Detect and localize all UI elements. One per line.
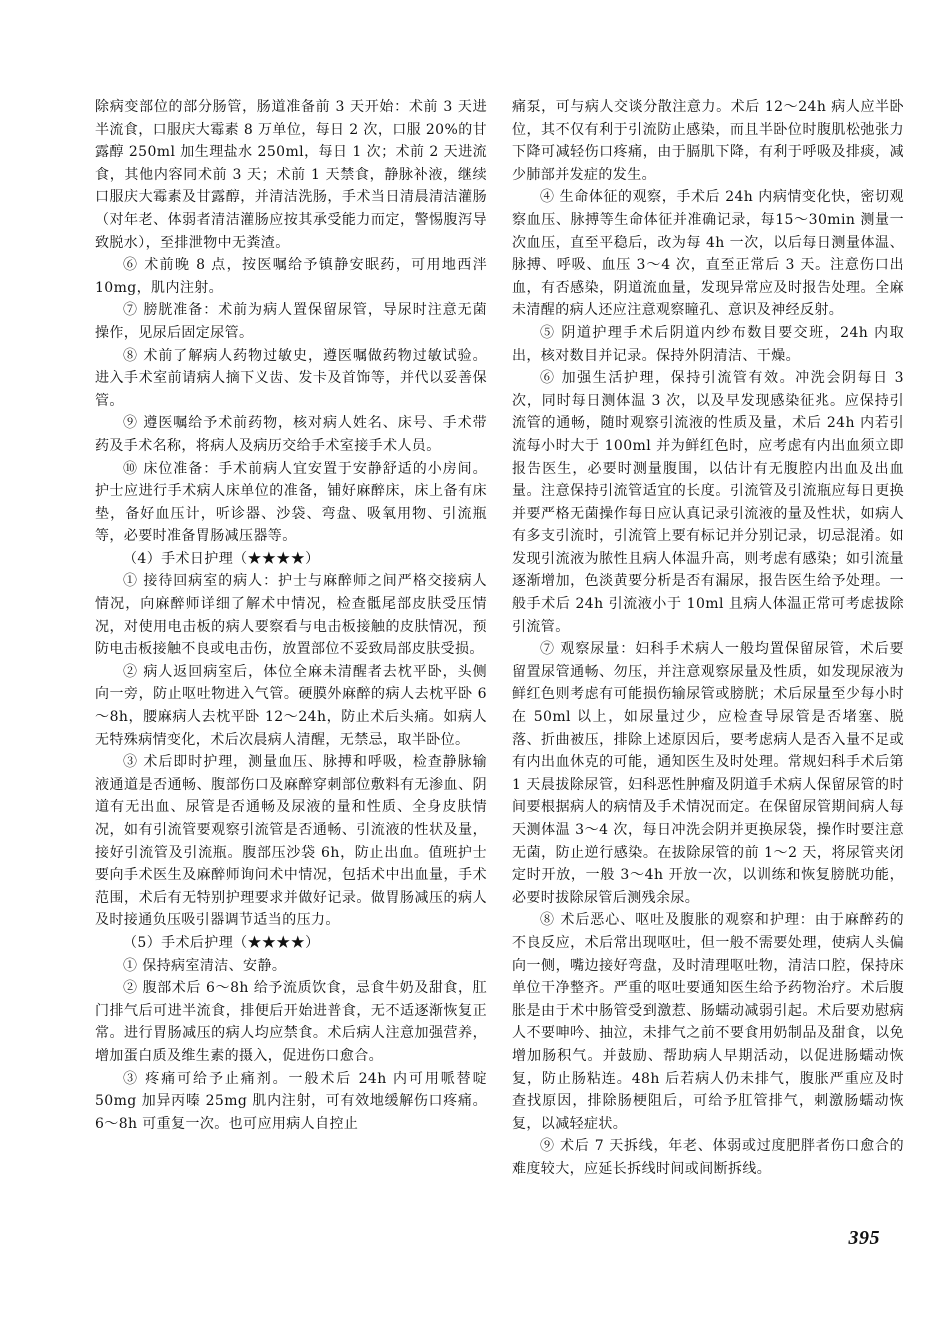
paragraph: ⑦ 膀胱准备：术前为病人置保留尿管，导尿时注意无菌操作，见尿后固定尿管。 — [95, 302, 487, 341]
paragraph: ② 腹部术后 6～8h 给予流质饮食，忌食牛奶及甜食，肛门排气后可进半流食，排便后开始进普食，无不适逐渐恢复正常。进行胃肠减压的病人均应禁食。术后病人注意加强营养，增加蛋白质及维生素的摄入，促进伤口愈合。 — [95, 980, 487, 1064]
paragraph: ③ 疼痛可给予止痛剂。一般术后 24h 内可用哌替啶 50mg 加异丙嗪 25mg 肌内注射，可有效地缓解伤口疼痛。6～8h 可重复一次。也可应用病人自控止 — [95, 1070, 487, 1132]
paragraph: ⑨ 术后 7 天拆线，年老、体弱或过度肥胖者伤口愈合的难度较大，应延长拆线时间或间断拆线。 — [512, 1138, 904, 1177]
paragraph: 痛泵，可与病人交谈分散注意力。术后 12～24h 病人应半卧位，其不仅有利于引流防止感染，而且半卧位时腹肌松弛张力下降可减轻伤口疼痛，由于膈肌下降，有利于呼吸及排痰，减少肺部并发症的发生。 — [512, 99, 904, 183]
paragraph: ⑤ 阴道护理手术后阴道内纱布数目要交班，24h 内取出，核对数目并记录。保持外阴清洁、干燥。 — [512, 324, 904, 364]
paragraph: ⑥ 术前晚 8 点，按医嘱给予镇静安眠药，可用地西泮 10mg，肌内注射。 — [95, 257, 487, 296]
paragraph: ⑧ 术后恶心、呕吐及腹胀的观察和护理：由于麻醉药的不良反应，术后常出现呕吐，但一般不需要处理，使病人头偏向一侧，嘴边接好弯盘，及时清理呕吐物，清洁口腔，保持床单位干净整齐。严重的呕吐要通知医生给予药物治疗。术后腹胀是由于术中肠管受到激惹、肠蠕动减弱引起。术后要劝慰病人不要呻吟、抽泣，未排气之前不要食用奶制品及甜食，以免增加肠积气。并鼓励、帮助病人早期活动，以促进肠蠕动恢复，防止肠粘连。48h 后若病人仍未排气，腹胀严重应及时查找原因，排除肠梗阻后，可给予肛管排气，刺激肠蠕动恢复，以减轻症状。 — [512, 912, 904, 1132]
paragraph: ⑥ 加强生活护理，保持引流管有效。冲洗会阴每日 3 次，同时每日测体温 3 次，以及早发现感染征兆。应保持引流管的通畅，随时观察引流液的性质及量，术后 24h 内若引流每小时大于 100ml 并为鲜红色时，应考虑有内出血须立即报告医生，必要时测量腹围，以估计有无腹腔内出血及出血量。注意保持引流管适宜的长度。引流管及引流瓶应每日更换并要严格无菌操作每日应认真记录引流液的量及性状，如病人有多支引流时，引流管上要有标记并分别记录，切忌混淆。如发现引流液为脓性且病人体温升高，则考虑有感染；如引流量逐渐增加，色淡黄要分析是否有漏尿，报告医生给予处理。一般手术后 24h 引流液小于 10ml 且病人体温正常可考虑拔除引流管。 — [512, 370, 904, 635]
paragraph: ⑦ 观察尿量：妇科手术病人一般均置保留尿管，术后要留置尿管通畅、勿压，并注意观察尿量及性质，如发现尿液为鲜红色则考虑有可能损伤输尿管或膀胱；术后尿量至少每小时在 50ml 以上，如尿量过少，应检查导尿管是否堵塞、脱落、折曲被压，排除上述原因后，要考虑病人是否入量不足或有内出血休克的可能，通知医生及时处理。常规妇科手术后第 1 天晨拔除尿管，妇科恶性肿瘤及阴道手术病人保留尿管的时间要根据病人的病情及手术情况而定。在保留尿管期间病人每天测体温 3～4 次，每日冲洗会阴并更换尿袋，操作时要注意无菌，防止逆行感染。在拔除尿管的前 1～2 天，将尿管夹闭定时开放，一般 3～4h 开放一次，以训练和恢复膀胱功能，必要时拔除尿管后测残余尿。 — [512, 641, 904, 906]
paragraph: ④ 生命体征的观察，手术后 24h 内病情变化快，密切观察血压、脉搏等生命体征并准确记录，每15～30min 测量一次血压，直至平稳后，改为每 4h 一次，以后每日测量体温、脉搏、呼吸、血压 3～4 次，直至正常后 3 天。注意伤口出血，有否感染，阴道流血量，发现异常应及时报告处理。全麻未清醒的病人还应注意观察瞳孔、意识及神经反射。 — [512, 189, 904, 319]
paragraph: ⑧ 术前了解病人药物过敏史，遵医嘱做药物过敏试验。进入手术室前请病人摘下义齿、发卡及首饰等，并代以妥善保管。 — [95, 347, 487, 409]
section-heading: （5）手术后护理（★★★★） — [123, 934, 320, 951]
paragraph: ⑩ 床位准备：手术前病人宜安置于安静舒适的小房间。护士应进行手术病人床单位的准备，铺好麻醉床，床上备有床垫，备好血压计，听诊器、沙袋、弯盘、吸氧用物、引流瓶等，必要时准备胃肠减压器等。 — [95, 460, 487, 545]
section-heading: （4）手术日护理（★★★★） — [123, 550, 320, 567]
paragraph: ① 保持病室清洁、安静。 — [123, 957, 287, 974]
left-column — [95, 96, 487, 1135]
paragraph: ③ 术后即时护理，测量血压、脉搏和呼吸，检查静脉输液通道是否通畅、腹部伤口及麻醉穿刺部位敷料有无渗血、阴道有无出血、尿管是否通畅及尿液的量和性质、全身皮肤情况，如有引流管要观察引流管是否通畅、引流液的性状及量，接好引流管及引流瓶。腹部压沙袋 6h，防止出血。值班护士要向手术医生及麻醉师询问术中情况，包括术中出血量，手术范围，术后有无特别护理要求并做好记录。做胃肠减压的病人及时接通负压吸引器调节适当的压力。 — [95, 754, 487, 929]
right-column — [512, 96, 904, 1181]
paragraph: ① 接待回病室的病人：护士与麻醉师之间严格交接病人情况，向麻醉师详细了解术中情况，检查骶尾部皮肤受压情况，对使用电击板的病人要察看与电击板接触的皮肤情况，预防电击板接触不良或电击伤，放置部位不妥致局部皮肤受损。 — [95, 573, 487, 658]
page-number: 395 — [848, 1227, 880, 1249]
paragraph: ⑨ 遵医嘱给予术前药物，核对病人姓名、床号、手术带药及手术名称，将病人及病历交给手术室接手术人员。 — [95, 415, 487, 454]
paragraph: ② 病人返回病室后，体位全麻未清醒者去枕平卧，头侧向一旁，防止呕吐物进入气管。硬膜外麻醉的病人去枕平卧 6～8h，腰麻病人去枕平卧 12～24h，防止术后头痛。如病人无特殊病情变化，术后次晨病人清醒，无禁忌，取半卧位。 — [95, 663, 487, 748]
paragraph: 除病变部位的部分肠管，肠道准备前 3 天开始：术前 3 天进半流食，口服庆大霉素 8 万单位，每日 2 次，口服 20%的甘露醇 250ml 加生理盐水 250ml，每日 1 次；术前 2 天进流食，其他内容同术前 3 天；术前 1 天禁食，静脉补液，继续口服庆大霉素及甘露醇，并清洁洗肠，手术当日清晨清洁灌肠（对年老、体弱者清洁灌肠应按其承受能力而定，警惕腹泻导致脱水），至排泄物中无粪渣。 — [95, 99, 487, 251]
